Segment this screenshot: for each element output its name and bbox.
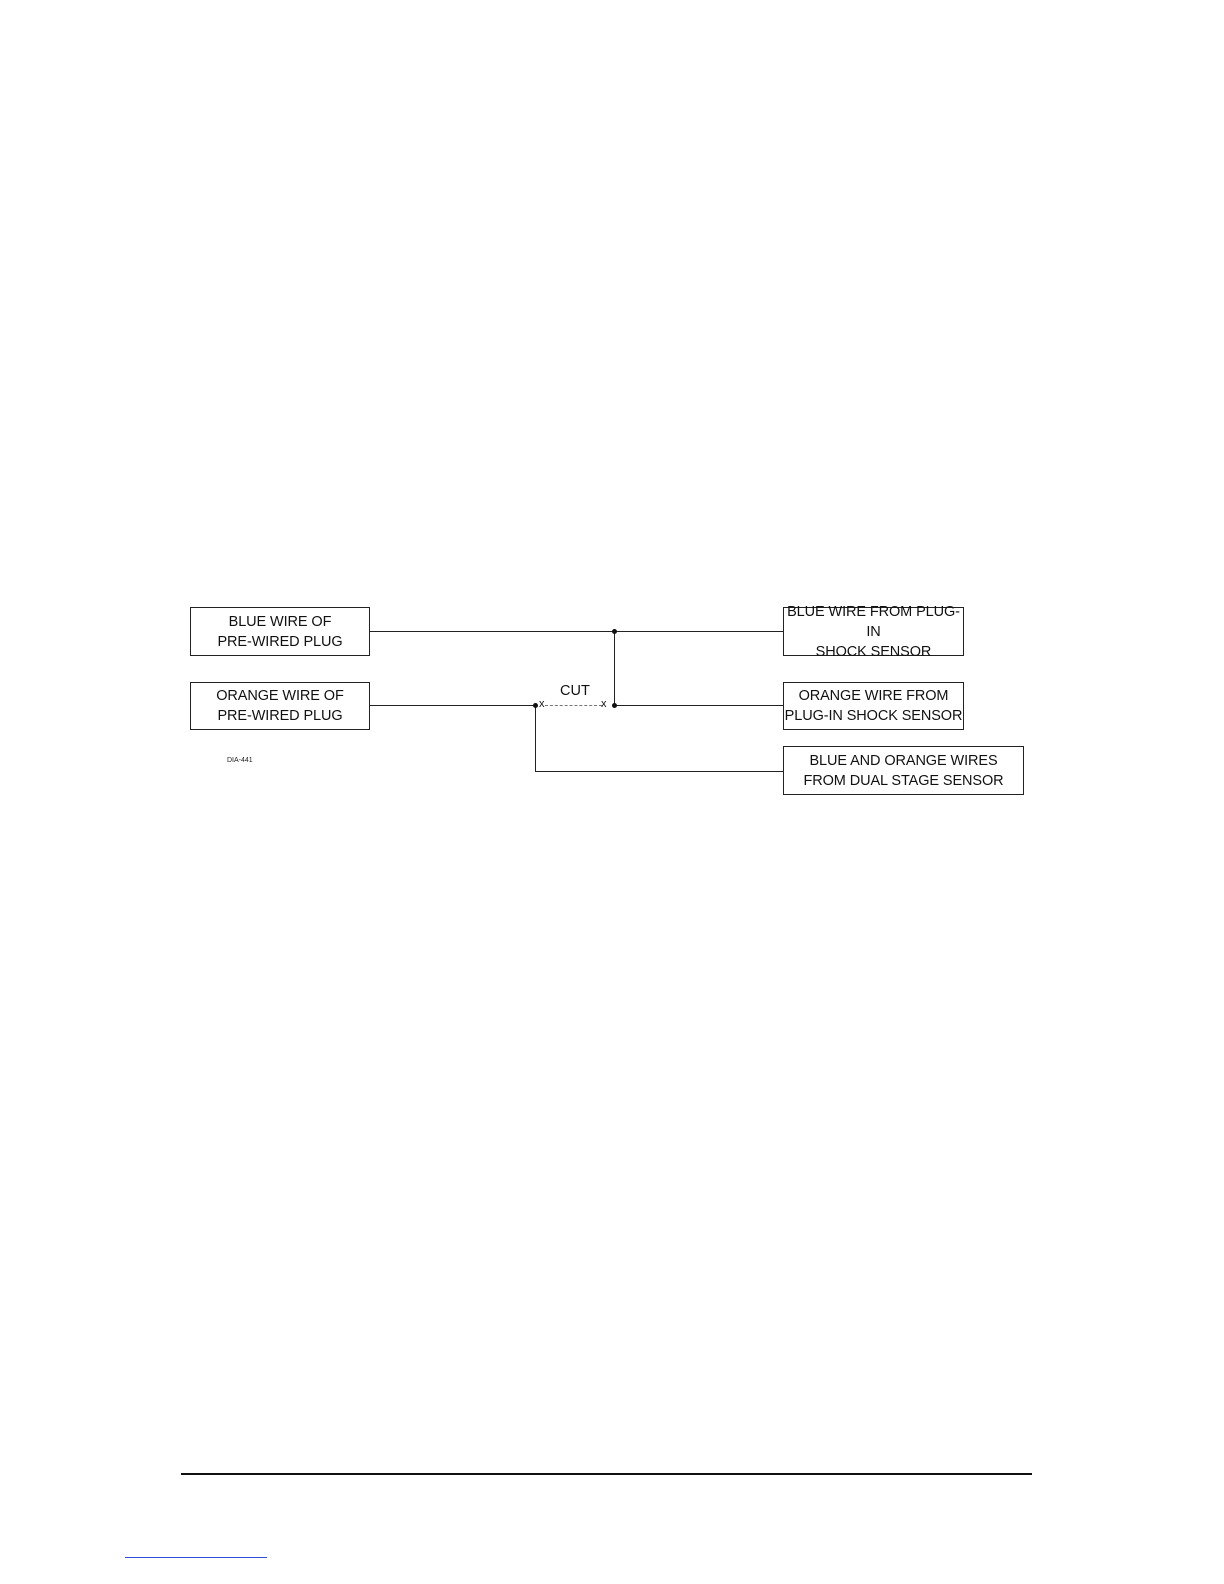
box-blue-wire-shock-sensor bbox=[783, 603, 964, 660]
cut-mark-right: x bbox=[601, 698, 607, 710]
blue-wire-line bbox=[370, 631, 783, 632]
cut-mark-left: x bbox=[539, 698, 545, 710]
box-line-2: PRE-WIRED PLUG bbox=[217, 633, 343, 650]
box-orange-wire-shock-sensor bbox=[783, 682, 964, 730]
orange-plug-wire-line bbox=[370, 705, 535, 706]
blue-to-orange-jumper-line bbox=[614, 631, 615, 705]
footer-rule bbox=[181, 1473, 1032, 1475]
box-line-1: BLUE WIRE OF bbox=[228, 613, 332, 630]
dual-stage-drop-line bbox=[535, 705, 536, 771]
box-line-1: BLUE WIRE FROM PLUG-IN bbox=[787, 603, 960, 640]
cut-label: CUT bbox=[560, 683, 590, 699]
box-line-1: ORANGE WIRE OF bbox=[216, 688, 344, 704]
orange-sensor-wire-line bbox=[614, 705, 783, 706]
box-line-2: PRE-WIRED PLUG bbox=[217, 708, 343, 724]
cut-dashed-line bbox=[545, 705, 602, 706]
box-line-1: BLUE AND ORANGE WIRES bbox=[809, 752, 998, 769]
box-line-2: FROM DUAL STAGE SENSOR bbox=[803, 772, 1004, 789]
box-line-2: PLUG-IN SHOCK SENSOR bbox=[784, 708, 963, 724]
dual-stage-wire-line bbox=[535, 771, 783, 772]
diagram-id-label: DIA-441 bbox=[227, 757, 253, 764]
box-orange-wire-pre-wired-plug bbox=[190, 682, 370, 730]
junction-dot-orange-sensor bbox=[612, 703, 617, 708]
junction-dot-orange-plug bbox=[533, 703, 538, 708]
box-dual-stage-sensor-wires bbox=[783, 746, 1024, 795]
footer-link-underline[interactable] bbox=[125, 1557, 267, 1558]
box-line-1: ORANGE WIRE FROM bbox=[798, 688, 949, 704]
box-blue-wire-pre-wired-plug bbox=[190, 607, 370, 656]
junction-dot-blue bbox=[612, 629, 617, 634]
box-line-2: SHOCK SENSOR bbox=[815, 643, 932, 660]
